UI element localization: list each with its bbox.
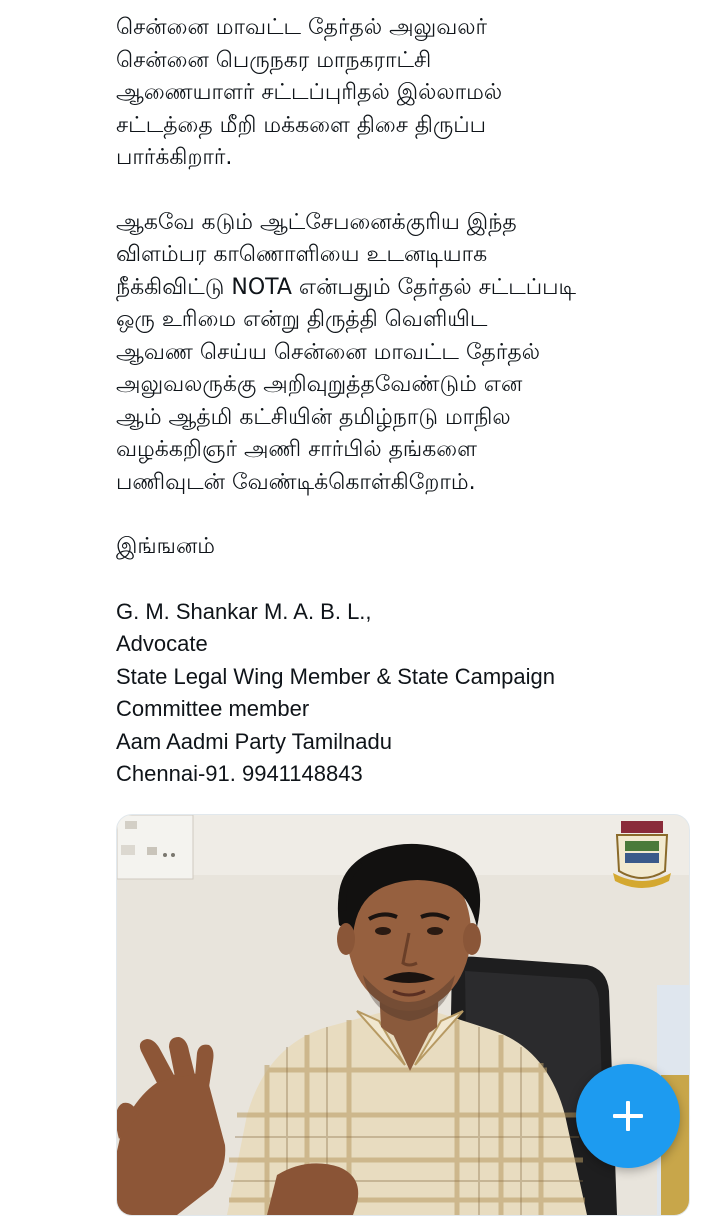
switch-panel [117,815,193,879]
tweet-line: ஆவண செய்ய சென்னை மாவட்ட தேர்தல் [116,339,540,365]
paragraph-gap [116,564,696,596]
tweet-line: ஆகவே கடும் ஆட்சேபனைக்குரிய இந்த [116,209,517,235]
tweet-line: ஒரு உரிமை என்று திருத்தி வெளியிட [116,307,488,332]
tweet-paragraph-3 [116,531,696,564]
tweet-line: ஆம் ஆத்மி கட்சியின் தமிழ்நாடு மாநில [116,404,511,430]
signature-role: State Legal Wing Member & State Campaign [116,663,556,689]
tweet-line: சட்டத்தை மீறி மக்களை திசை திருப்ப [116,112,487,138]
corporation-emblem-logo [613,821,671,888]
signature-party: Aam Aadmi Party Tamilnadu [116,728,392,754]
tweet-paragraph-1 [116,12,696,175]
tweet-line: சென்னை பெருநகர மாநகராட்சி [116,47,432,73]
signature-role-cont: Committee member [116,696,310,721]
tweet-line: நீக்கிவிட்டு NOTA என்பதும் தேர்தல் சட்டப்படி [116,274,577,300]
paragraph-gap [116,499,696,531]
tweet-line: ஆணையாளர் சட்டப்புரிதல் இல்லாமல் [116,80,503,105]
paragraph-gap [116,175,696,207]
tweet-line: பார்க்கிறார். [116,145,233,170]
tweet-line: வழக்கறிஞர் அணி சார்பில் தங்களை [116,437,477,462]
tweet-line: பணிவுடன் வேண்டிக்கொள்கிறோம். [116,469,476,495]
tweet-paragraph-2 [116,207,696,500]
plus-icon [610,1098,646,1134]
signature-title: Advocate [116,631,208,656]
tweet-line: இங்ஙனம் [116,534,215,559]
compose-fab-button[interactable] [576,1064,680,1168]
tweet-line: அலுவலருக்கு அறிவுறுத்தவேண்டும் என [116,372,523,397]
signature-block [116,596,696,791]
tweet-line: சென்னை மாவட்ட தேர்தல் அலுவலர் [116,15,488,40]
signature-name: G. M. Shankar M. A. B. L., [116,598,372,624]
tweet-line: விளம்பர காணொளியை உடனடியாக [116,242,488,267]
signature-contact: Chennai-91. 9941148843 [116,761,363,786]
tweet-text [116,12,696,791]
